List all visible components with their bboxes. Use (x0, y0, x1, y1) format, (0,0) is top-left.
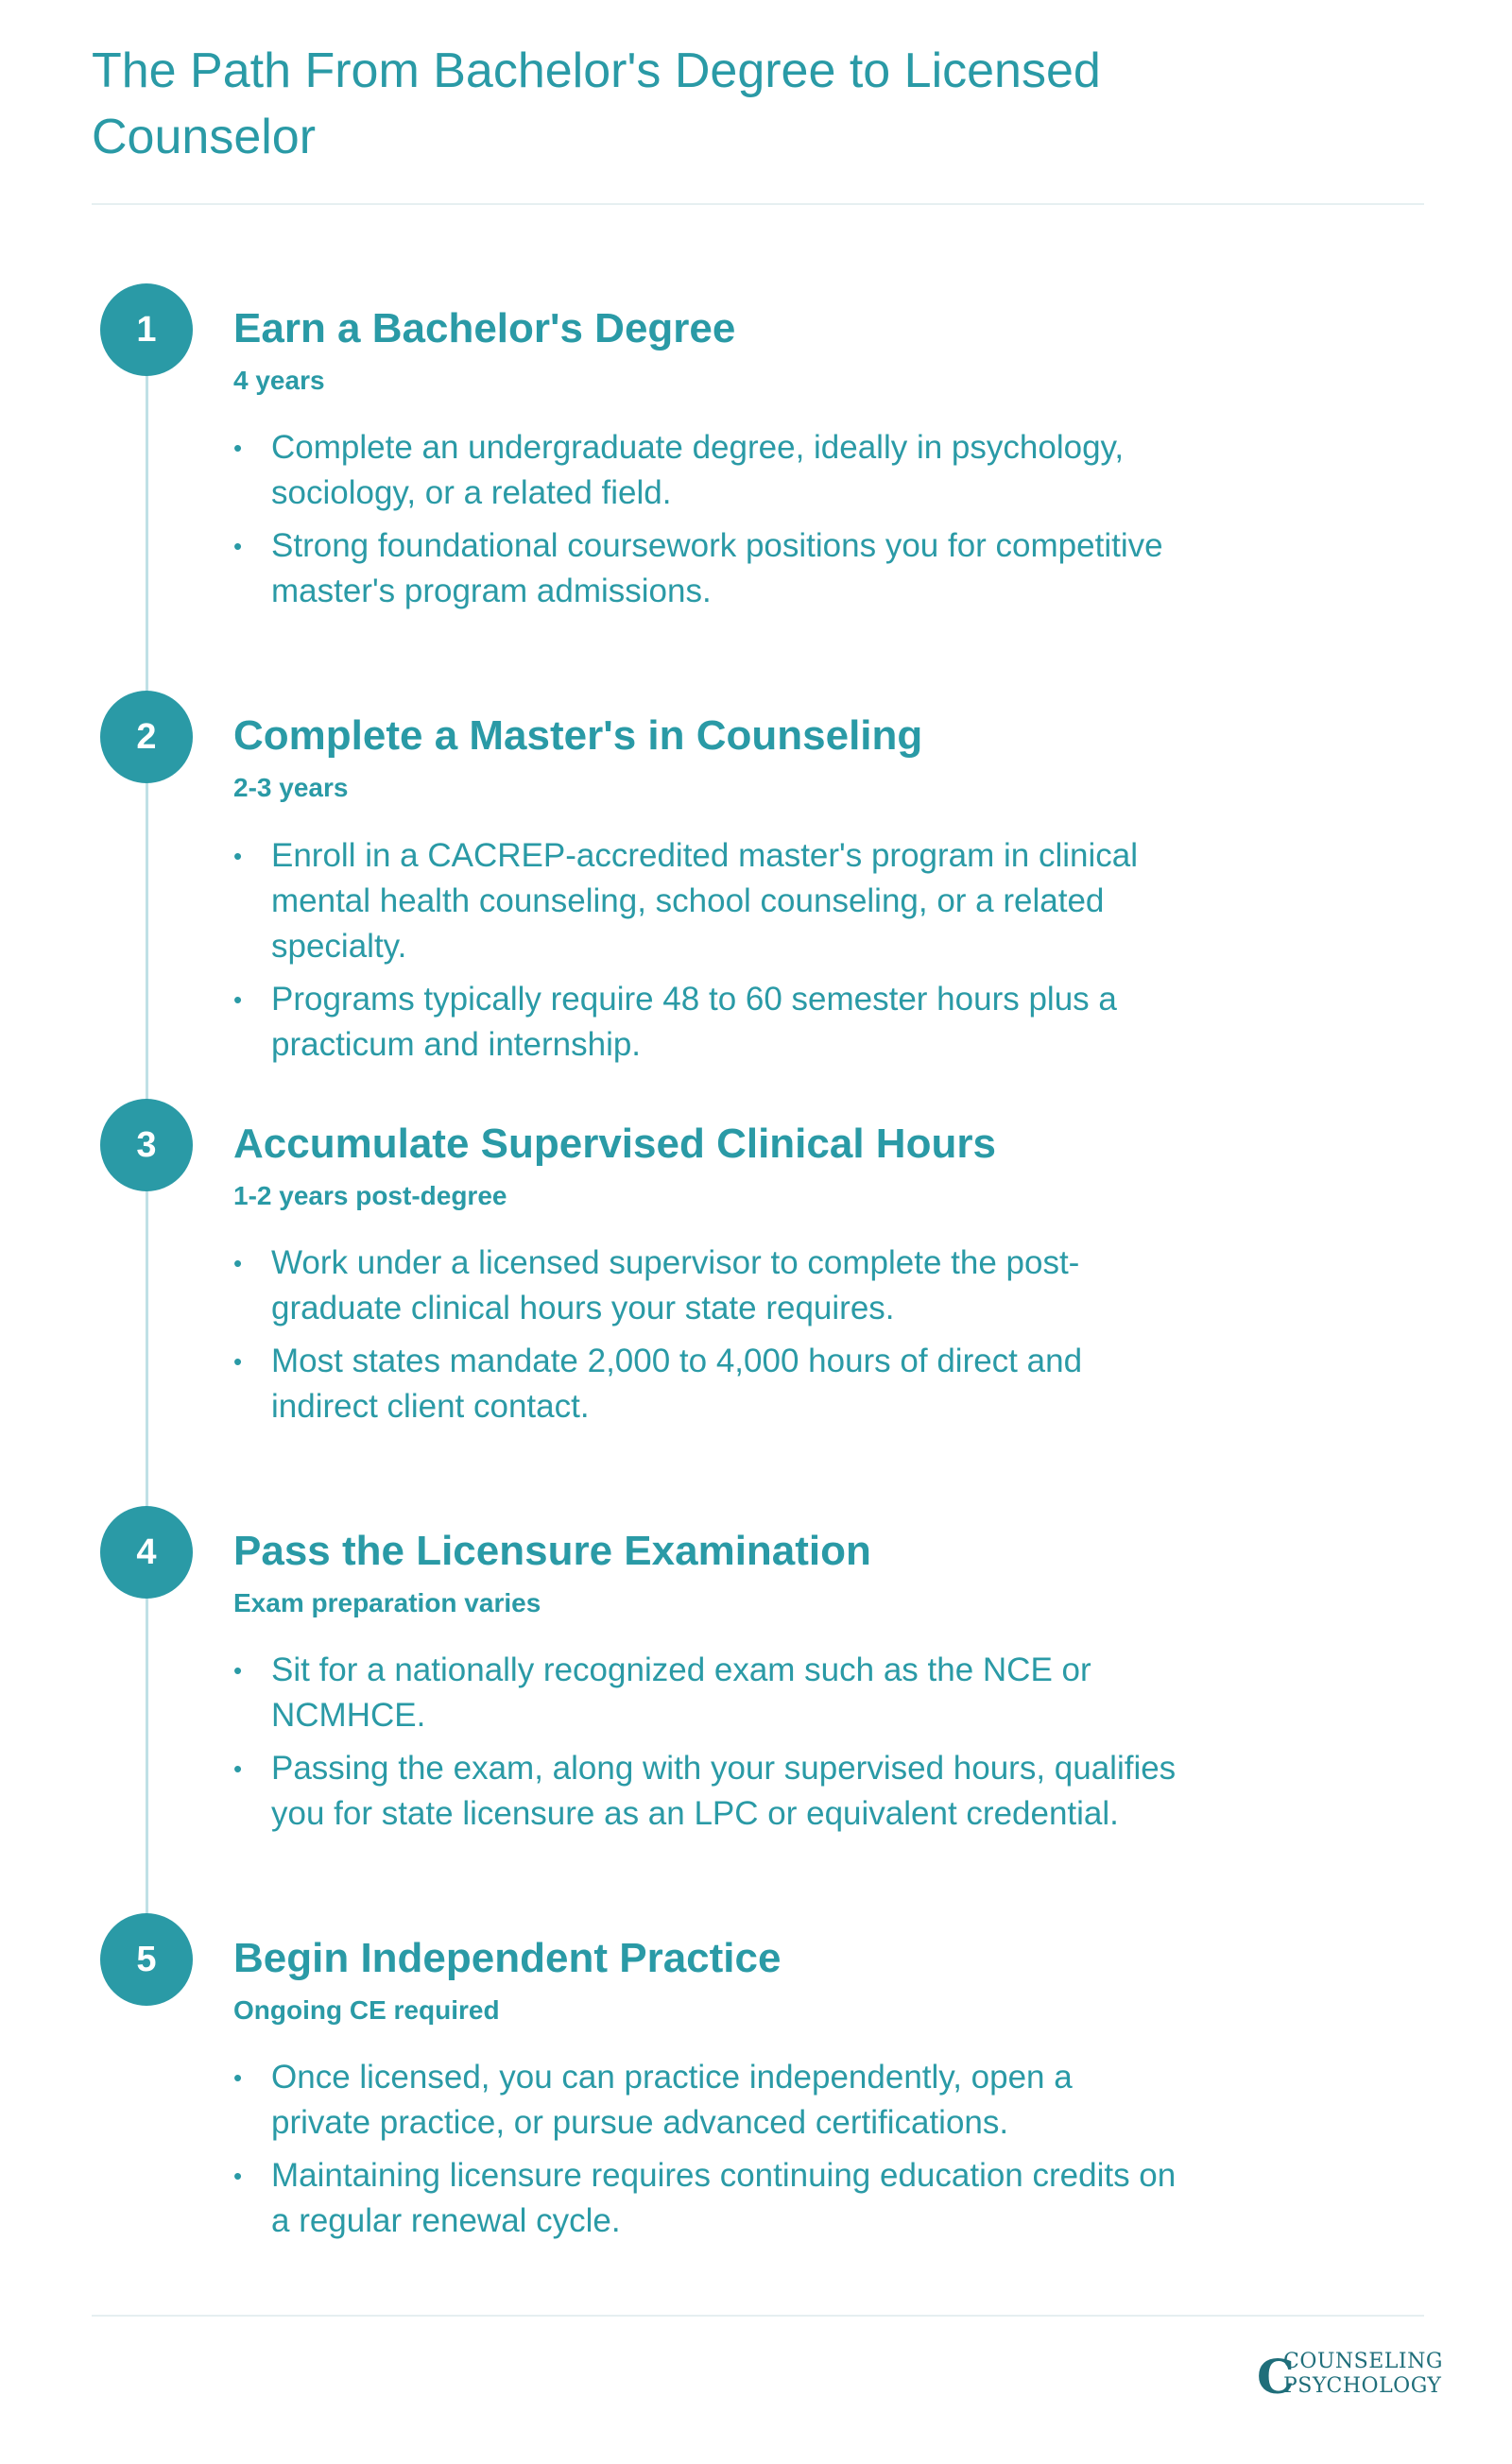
logo-head-icon: C (1257, 2349, 1295, 2404)
step-bullet-list (233, 2055, 1178, 2251)
list-item: • Once licensed, you can practice independently, open a private practice, or pursue advanced certifications. (233, 2055, 1178, 2146)
step-duration: 1-2 years post-degree (233, 1181, 507, 1210)
list-item: • Sit for a nationally recognized exam such as the NCE or NCMHCE. (233, 1648, 1178, 1738)
list-item: • Complete an undergraduate degree, ideally in psychology, sociology, or a related field. (233, 425, 1178, 516)
counseling-psychology-logo (1257, 2343, 1446, 2409)
step-number-badge: 3 (100, 1099, 193, 1191)
step-title: Pass the Licensure Examination (233, 1528, 871, 1574)
step-number-badge: 1 (100, 283, 193, 376)
page-title: The Path From Bachelor's Degree to Licensed Counselor (92, 43, 1101, 164)
list-item: • Passing the exam, along with your supervised hours, qualifies you for state licensure as an LPC or equivalent credential. (233, 1746, 1178, 1837)
step-bullet-list (233, 833, 1178, 1075)
header-divider (92, 203, 1424, 205)
step-duration: Exam preparation varies (233, 1588, 541, 1617)
list-item: • Strong foundational coursework positions you for competitive master's program admissions. (233, 523, 1178, 614)
step-duration: 4 years (233, 366, 325, 395)
step-duration: 2-3 years (233, 773, 349, 802)
step-title: Earn a Bachelor's Degree (233, 305, 736, 351)
step-bullet-list (233, 1648, 1178, 1844)
step-number-badge: 4 (100, 1506, 193, 1599)
list-item: • Enroll in a CACREP-accredited master's program in clinical mental health counseling, school counseling, or a related specialty. (233, 833, 1178, 969)
list-item: • Work under a licensed supervisor to complete the post-graduate clinical hours your state requires. (233, 1241, 1178, 1331)
step-duration: Ongoing CE required (233, 1995, 500, 2025)
step-number-badge: 2 (100, 691, 193, 783)
logo-line-2: PSYCHOLOGY (1283, 2374, 1442, 2398)
logo-line-1: COUNSELING (1283, 2350, 1443, 2373)
step-title: Complete a Master's in Counseling (233, 712, 923, 759)
step-title: Accumulate Supervised Clinical Hours (233, 1121, 996, 1167)
footer-divider (92, 2315, 1424, 2317)
step-bullet-list (233, 425, 1178, 622)
list-item: • Most states mandate 2,000 to 4,000 hours of direct and indirect client contact. (233, 1339, 1178, 1429)
step-number-badge: 5 (100, 1913, 193, 2006)
list-item: • Programs typically require 48 to 60 semester hours plus a practicum and internship. (233, 977, 1178, 1068)
step-bullet-list (233, 1241, 1178, 1437)
list-item: • Maintaining licensure requires continuing education credits on a regular renewal cycle. (233, 2153, 1178, 2244)
step-title: Begin Independent Practice (233, 1935, 782, 1981)
